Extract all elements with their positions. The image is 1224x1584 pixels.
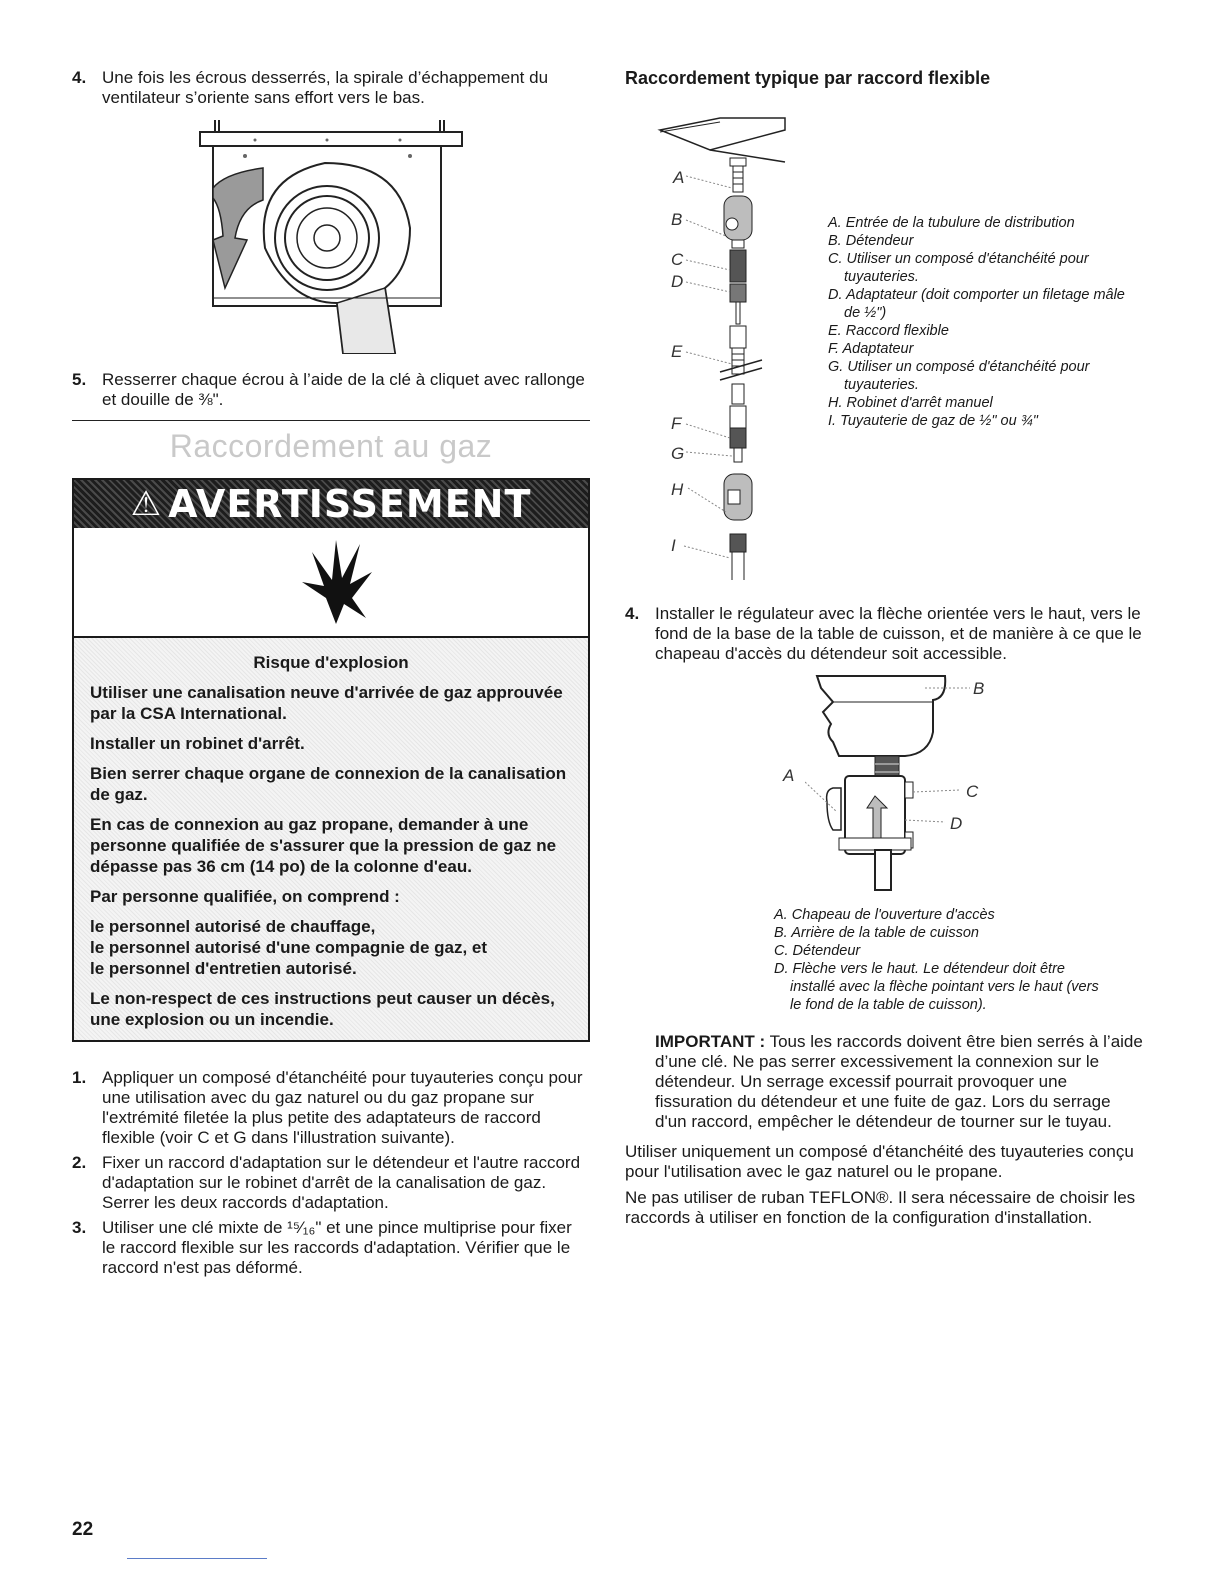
warning-line-6c: le personnel d'entretien autorisé. bbox=[90, 959, 357, 978]
warning-header bbox=[74, 480, 588, 528]
fig1-legend-item-f: F. Adaptateur bbox=[828, 341, 914, 357]
fig1-legend-item-e: E. Raccord flexible bbox=[828, 323, 949, 339]
fig1-legend bbox=[828, 214, 1128, 430]
step-text: Installer le régulateur avec la flèche orientée vers le haut, vers le fond de la base de la table de cuisson, et de manière à ce que le chapeau d'accès du détendeur soit accessible. bbox=[655, 604, 1142, 663]
explosion-icon bbox=[296, 538, 376, 628]
left-step-5 bbox=[72, 370, 592, 410]
left-step-3 bbox=[72, 1218, 587, 1278]
fig1-legend-item-h: H. Robinet d'arrêt manuel bbox=[828, 395, 993, 411]
warning-line-6 bbox=[90, 916, 572, 979]
blower-illustration bbox=[195, 118, 470, 358]
left-step-2 bbox=[72, 1153, 587, 1213]
step-number: 5. bbox=[72, 370, 87, 389]
step-number: 4. bbox=[625, 604, 640, 623]
fig1-callout-a: A bbox=[673, 168, 685, 187]
fig2-callout-a: A bbox=[783, 766, 795, 785]
warning-risk: Risque d'explosion bbox=[253, 653, 409, 672]
important-note bbox=[655, 1032, 1145, 1132]
footer-rule bbox=[127, 1558, 267, 1559]
paragraph-teflon: Ne pas utiliser de ruban TEFLON®. Il sera nécessaire de choisir les raccords à utiliser en fonction de la configuration d'installation. bbox=[625, 1188, 1136, 1227]
step-text: Fixer un raccord d'adaptation sur le détendeur et l'autre raccord d'adaptation sur le robinet d'arrêt de la canalisation de gaz. Serrer les deux raccords d'adaptation. bbox=[102, 1153, 581, 1212]
fig1-callout-c: C bbox=[671, 250, 684, 269]
fig2-callout-c: C bbox=[966, 782, 979, 801]
fig2-legend bbox=[774, 906, 1104, 1014]
step-text: Utiliser une clé mixte de ¹⁵⁄₁₆" et une pince multiprise pour fixer le raccord flexible sur les raccords d'adaptation. Vérifier que le raccord n'est pas déformé. bbox=[102, 1218, 572, 1277]
paragraph-sealant: Utiliser uniquement un composé d'étanchéité des tuyauteries conçu pour l'utilisation avec le gaz naturel ou le propane. bbox=[625, 1142, 1134, 1181]
warning-line-1: Utiliser une canalisation neuve d'arrivée de gaz approuvée par la CSA International. bbox=[90, 683, 563, 723]
step-text: Une fois les écrous desserrés, la spirale d’échappement du ventilateur s’oriente sans effort vers le bas. bbox=[102, 68, 549, 107]
warning-body bbox=[74, 638, 588, 1040]
fig1-callout-f: F bbox=[671, 414, 682, 433]
fig1-legend-item-b: B. Détendeur bbox=[828, 233, 914, 249]
important-label: IMPORTANT : bbox=[655, 1032, 766, 1051]
warning-line-6a: le personnel autorisé de chauffage, bbox=[90, 917, 376, 936]
fig1-legend-item-a: A. Entrée de la tubulure de distribution bbox=[828, 215, 1075, 231]
step-number: 4. bbox=[72, 68, 87, 87]
left-steps-list bbox=[72, 1068, 587, 1278]
fig2-callout-b: B bbox=[973, 679, 985, 698]
fig2-legend-item-c: C. Détendeur bbox=[774, 943, 861, 959]
warning-line-3: Bien serrer chaque organe de connexion de la canalisation de gaz. bbox=[90, 764, 567, 804]
right-step-4 bbox=[625, 604, 1145, 664]
fig1-callout-b: B bbox=[671, 210, 683, 229]
warning-title: AVERTISSEMENT bbox=[168, 482, 532, 526]
step-number: 2. bbox=[72, 1153, 87, 1172]
fig2-callout-d: D bbox=[950, 814, 963, 833]
explosion-icon-area bbox=[74, 528, 588, 638]
closing-paragraphs bbox=[625, 1142, 1145, 1234]
fig1-legend-item-g: G. Utiliser un composé d'étanchéité pour tuyauteries. bbox=[828, 359, 1090, 393]
fig2-legend-item-b: B. Arrière de la table de cuisson bbox=[774, 925, 979, 941]
page-number: 22 bbox=[72, 1519, 94, 1540]
fig1-callout-h: H bbox=[671, 480, 684, 499]
fig1-callout-e: E bbox=[671, 342, 683, 361]
left-step-4 bbox=[72, 68, 592, 108]
fig2-legend-item-a: A. Chapeau de l'ouverture d'accès bbox=[774, 907, 995, 923]
warning-line-6b: le personnel autorisé d'une compagnie de gaz, et bbox=[90, 938, 488, 957]
step-text: Resserrer chaque écrou à l’aide de la clé à cliquet avec rallonge et douille de ⅜". bbox=[102, 370, 585, 409]
warning-line-2: Installer un robinet d'arrêt. bbox=[90, 734, 305, 753]
left-step-1 bbox=[72, 1068, 587, 1148]
warning-line-4: En cas de connexion au gaz propane, demander à une personne qualifiée de s'assurer que la pression de gaz ne dépasse pas 36 cm (14 po) de la colonne d'eau. bbox=[90, 815, 557, 876]
fig2-legend-item-d: D. Flèche vers le haut. Le détendeur doit être installé avec la flèche pointant vers le haut (vers le fond de la table de cuisson). bbox=[774, 961, 1099, 1013]
regulator-illustration bbox=[805, 672, 975, 894]
right-heading: Raccordement typique par raccord flexible bbox=[625, 68, 991, 88]
fig1-legend-item-d: D. Adaptateur (doit comporter un filetage mâle de ½") bbox=[828, 287, 1125, 321]
step-number: 1. bbox=[72, 1068, 87, 1087]
fig1-callout-d: D bbox=[671, 272, 684, 291]
warning-line-5: Par personne qualifiée, on comprend : bbox=[90, 887, 400, 906]
step-text: Appliquer un composé d'étanchéité pour tuyauteries conçu pour une utilisation avec du gaz naturel ou du gaz propane sur l'extrémité filetée la plus petite des adaptateurs de raccord flexible (voir C et G dans l'illustration suivante). bbox=[102, 1068, 583, 1147]
important-text: Tous les raccords doivent être bien serrés à l’aide d’une clé. Ne pas serrer excessivement la connexion sur le détendeur. Un serrage excessif pourrait provoquer une fissuration du détendeur et une fuite de gaz. Lors du serrage d'un raccord, empêcher le détendeur de tourner sur le tuyau. bbox=[655, 1032, 1143, 1131]
fig1-legend-item-c: C. Utiliser un composé d'étanchéité pour tuyauteries. bbox=[828, 251, 1089, 285]
warning-line-7: Le non-respect de ces instructions peut causer un décès, une explosion ou un incendie. bbox=[90, 989, 555, 1029]
fig1-legend-item-i: I. Tuyauterie de gaz de ½" ou ¾" bbox=[828, 413, 1038, 429]
step-number: 3. bbox=[72, 1218, 87, 1237]
fig1-callout-g: G bbox=[671, 444, 685, 463]
fig1-callout-i: I bbox=[671, 536, 676, 555]
divider bbox=[72, 420, 590, 421]
warning-box bbox=[72, 478, 590, 1042]
warning-triangle-icon: ⚠ bbox=[130, 484, 163, 524]
section-title: Raccordement au gaz bbox=[169, 428, 493, 464]
